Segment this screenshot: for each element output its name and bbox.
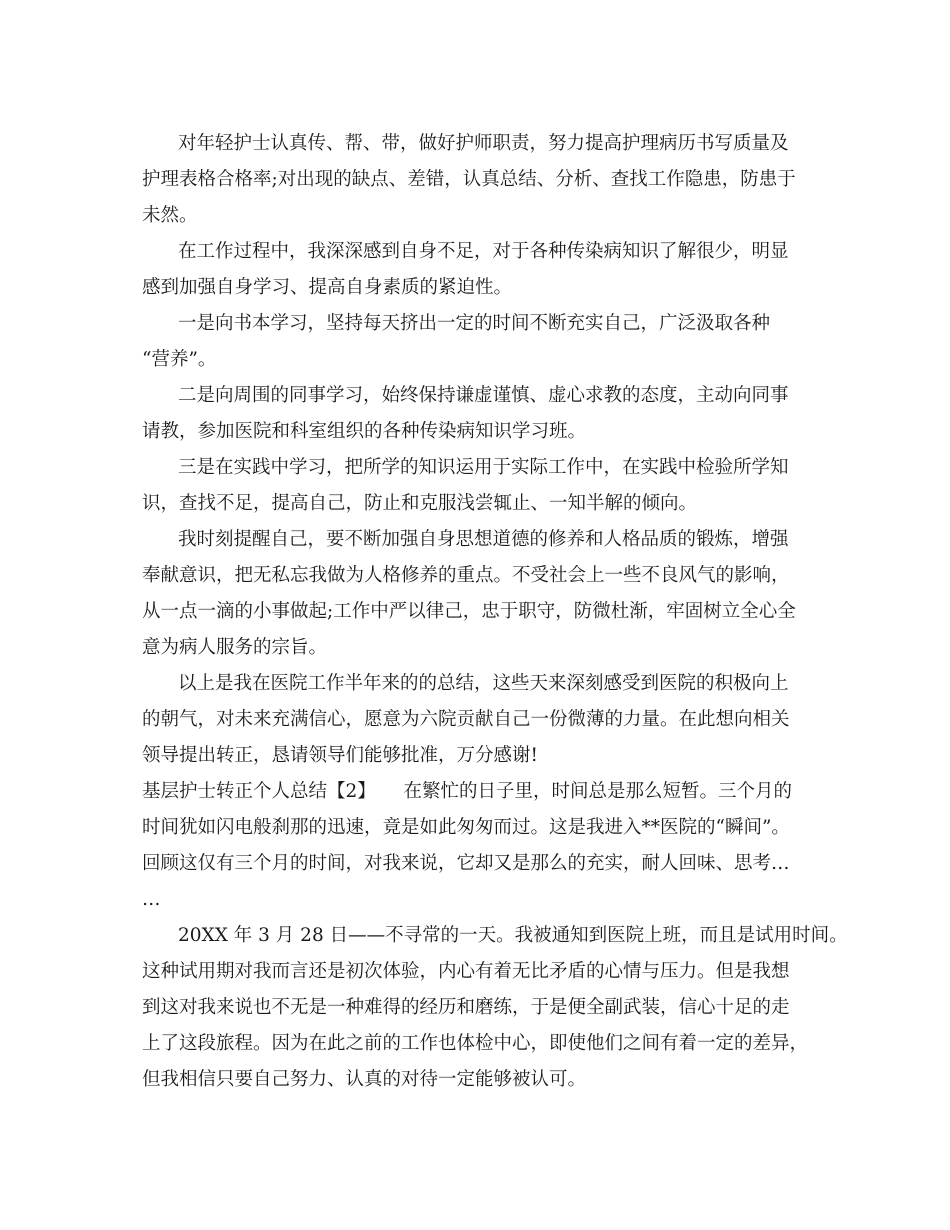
text-line: 对年轻护士认真传、帮、带，做好护师职责，努力提高护理病历书写质量及 bbox=[178, 133, 789, 154]
text-line: 上了这段旅程。因为在此之前的工作也体检中心，即使他们之间有着一定的差异， bbox=[142, 1033, 809, 1054]
text-line: “营养”。 bbox=[142, 349, 217, 370]
text-line: 二是向周围的同事学习，始终保持谦虚谨慎、虚心求教的态度，主动向同事 bbox=[178, 385, 789, 406]
text-line: 但我相信只要自己努力、认真的对待一定能够被认可。 bbox=[142, 1069, 587, 1090]
text-line: 识，查找不足，提高自己，防止和克服浅尝辄止、一知半解的倾向。 bbox=[142, 493, 698, 514]
text-line: 从一点一滴的小事做起;工作中严以律己，忠于职守，防微杜渐，牢固树立全心全 bbox=[142, 601, 796, 622]
text-line: 以上是我在医院工作半年来的的总结，这些天来深刻感受到医院的积极向上 bbox=[178, 673, 789, 694]
text-line: 领导提出转正，恳请领导们能够批准，万分感谢! bbox=[142, 745, 538, 766]
text-line: 20XX 年 3 月 28 日——不寻常的一天。我被通知到医院上班，而且是试用时间。 bbox=[178, 925, 848, 946]
text-line: 意为病人服务的宗旨。 bbox=[142, 637, 328, 658]
text-line: 时间犹如闪电般刹那的迅速，竟是如此匆匆而过。这是我进入**医院的“瞬间”。 bbox=[142, 817, 790, 838]
text-line: 在工作过程中，我深深感到自身不足，对于各种传染病知识了解很少，明显 bbox=[178, 241, 789, 262]
text-line: 这种试用期对我而言还是初次体验，内心有着无比矛盾的心情与压力。但是我想 bbox=[142, 961, 790, 982]
text-line: 未然。 bbox=[142, 205, 198, 226]
section-heading-line: 基层护士转正个人总结【2】 在繁忙的日子里，时间总是那么短暂。三个月的 bbox=[142, 781, 793, 802]
text-line: 到这对我来说也不无是一种难得的经历和磨练，于是便全副武装，信心十足的走 bbox=[142, 997, 790, 1018]
text-line: 三是在实践中学习，把所学的知识运用于实际工作中，在实践中检验所学知 bbox=[178, 457, 789, 478]
text-line: 奉献意识，把无私忘我做为人格修养的重点。不受社会上一些不良风气的影响， bbox=[142, 565, 790, 586]
text-line: 护理表格合格率;对出现的缺点、差错，认真总结、分析、查找工作隐患，防患于 bbox=[142, 169, 796, 190]
text-line: 请教，参加医院和科室组织的各种传染病知识学习班。 bbox=[142, 421, 587, 442]
text-line: 感到加强自身学习、提高自身素质的紧迫性。 bbox=[142, 277, 513, 298]
text-line: … bbox=[142, 889, 161, 910]
text-line: 的朝气，对未来充满信心，愿意为六院贡献自己一份微薄的力量。在此想向相关 bbox=[142, 709, 790, 730]
text-line: 回顾这仅有三个月的时间，对我来说，它却又是那么的充实，耐人回味、思考… bbox=[142, 853, 790, 874]
text-line: 一是向书本学习，坚持每天挤出一定的时间不断充实自己，广泛汲取各种 bbox=[178, 313, 771, 334]
text-line: 我时刻提醒自己，要不断加强自身思想道德的修养和人格品质的锻炼，增强 bbox=[178, 529, 789, 550]
